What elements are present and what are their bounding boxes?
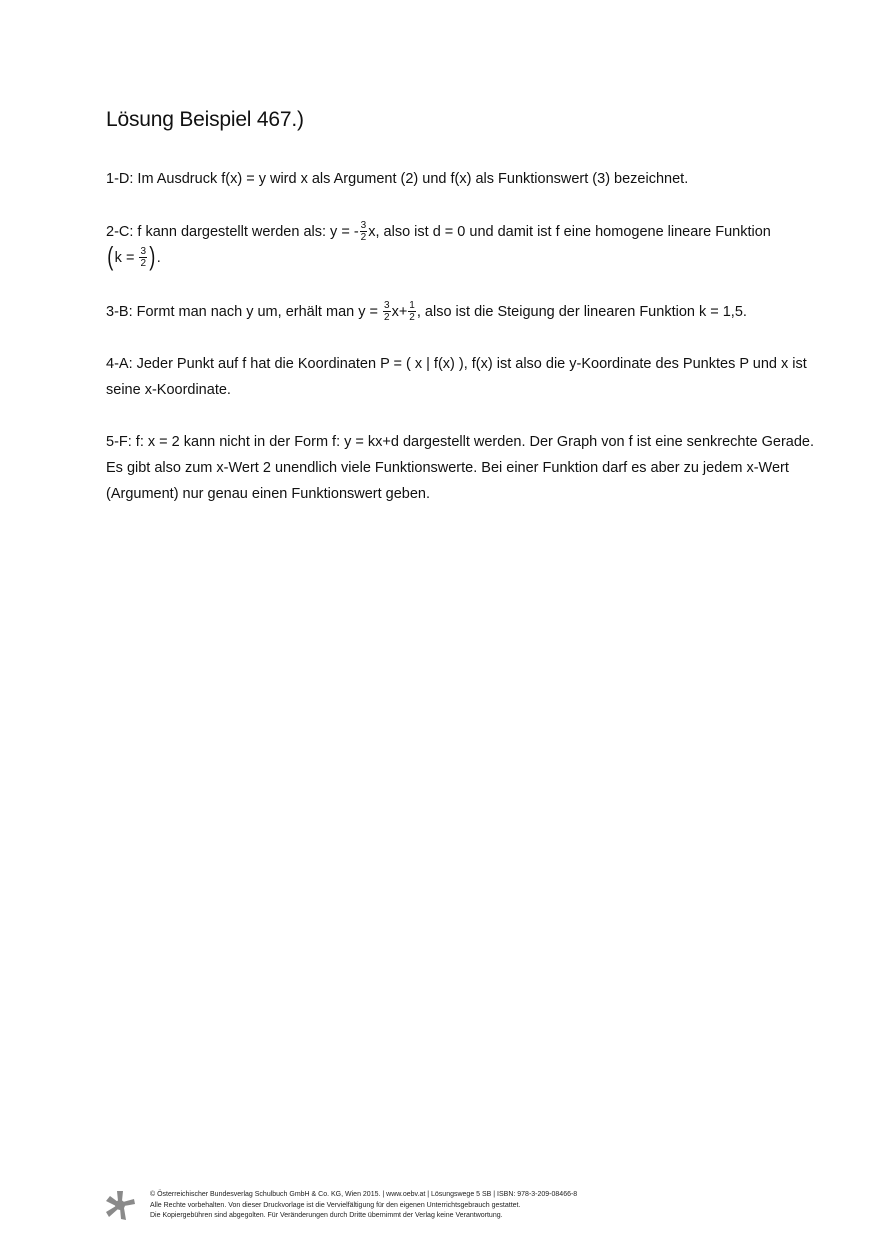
fraction-three-halves [360, 220, 368, 243]
oebv-asterisk-logo-icon [104, 1189, 136, 1221]
item-3-text-b: x+ [391, 304, 408, 320]
fraction-numerator: 3 [384, 299, 390, 311]
solution-item-2 [106, 219, 818, 271]
fraction-denominator: 2 [140, 257, 147, 269]
fraction-numerator: 3 [140, 245, 147, 257]
item-3-text-c: , also ist die Steigung der linearen Funktion k = 1,5. [416, 304, 747, 320]
solution-item-5: 5-F: f: x = 2 kann nicht in der Form f: y = kx+d dargestellt werden. Der Graph von f ist eine senkrechte Gerade. Es gibt also zum x-Wert 2 unendlich viele Funktionswerte. Bei einer Funktion darf es aber zu jedem x-Wert (Argument) nur genau einen Funktionswert geben. [106, 434, 815, 502]
solution-item-3 [106, 299, 818, 325]
fraction-one-half [408, 300, 416, 323]
page-title: Lösung Beispiel 467.) [106, 108, 304, 131]
fraction-denominator: 2 [384, 311, 390, 323]
copyright-footer [150, 1190, 577, 1222]
close-parenthesis: ) [149, 241, 156, 272]
fraction-numerator: 3 [360, 219, 367, 231]
item-3-text-a: 3-B: Formt man nach y um, erhält man y = [106, 304, 383, 320]
fraction-three-halves [383, 300, 391, 323]
solution-item-4: 4-A: Jeder Punkt auf f hat die Koordinaten P = ( x | f(x) ), f(x) ist also die y-Koordinate des Punktes P und x ist seine x-Koordinate. [106, 356, 807, 398]
item-2-text-a: 2-C: f kann dargestellt werden als: y = - [106, 224, 359, 240]
footer-line-1: © Österreichischer Bundesverlag Schulbuch GmbH & Co. KG, Wien 2015. | www.oebv.at | Lösungswege 5 SB | ISBN: 978-3-209-08466-8 [150, 1191, 578, 1198]
open-parenthesis: ( [107, 241, 114, 272]
footer-line-2: Alle Rechte vorbehalten. Von dieser Druckvorlage ist die Vervielfältigung für den eigenen Unterrichtsgebrauch gestattet. [150, 1201, 521, 1209]
footer-line-3: Die Kopiergebühren sind abgegolten. Für Veränderungen durch Dritte übernimmt der Verlag keine Verantwortung. [150, 1212, 503, 1219]
fraction-three-halves [139, 246, 147, 269]
item-2-text-c: k = [114, 250, 139, 266]
fraction-denominator: 2 [360, 231, 367, 243]
solution-item-1: 1-D: Im Ausdruck f(x) = y wird x als Argument (2) und f(x) als Funktionswert (3) bezeichnet. [106, 171, 689, 187]
item-2-text-b: x, also ist d = 0 und damit ist f eine homogene lineare Funktion [368, 224, 771, 240]
fraction-denominator: 2 [409, 311, 415, 323]
fraction-numerator: 1 [409, 299, 415, 311]
item-2-text-d: . [156, 250, 161, 266]
